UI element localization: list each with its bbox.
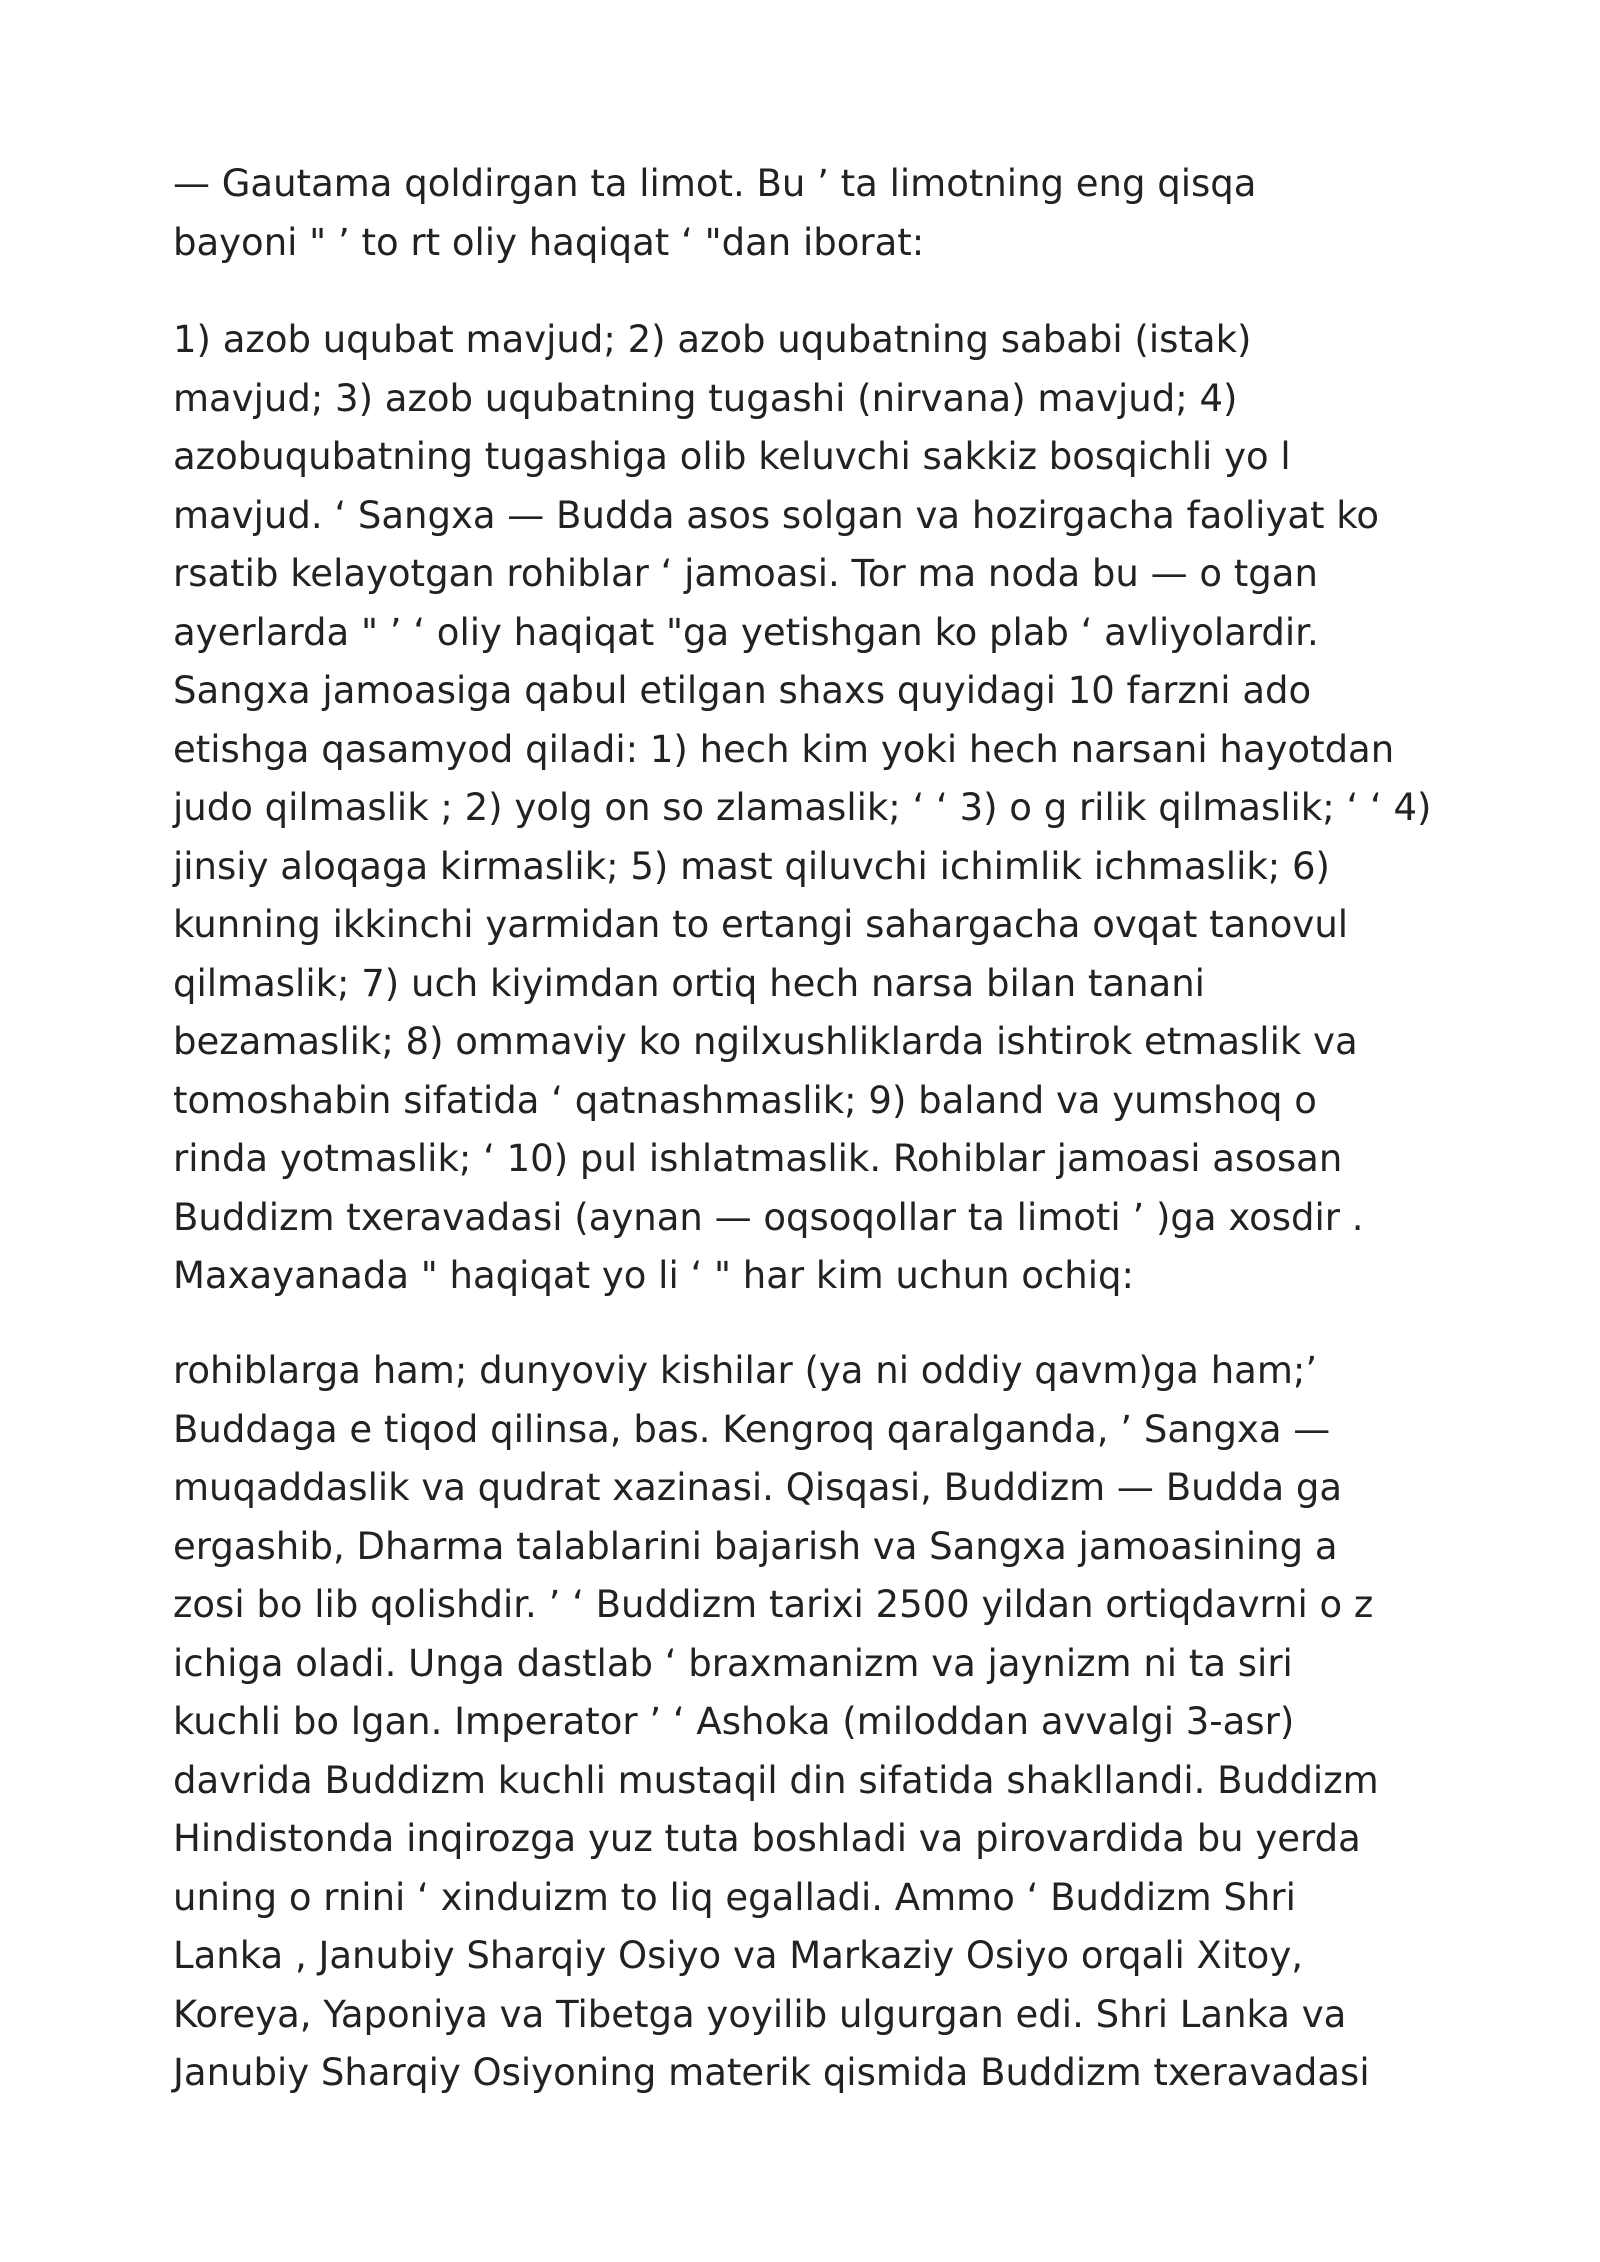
text-line: Hindistonda inqirozga yuz tuta boshladi va pirovardida bu yerda bbox=[173, 1817, 1361, 1860]
text-line: jinsiy aloqaga kirmaslik; 5) mast qiluvchi ichimlik ichmaslik; 6) bbox=[173, 844, 1330, 888]
text-line: 1) azob uqubat mavjud; 2) azob uqubatning sababi (istak) bbox=[173, 318, 1252, 361]
paragraph-1 bbox=[173, 155, 1493, 272]
text-line: Lanka , Janubiy Sharqiy Osiyo va Markaziy Osiyo orqali Xitoy, bbox=[173, 1934, 1303, 1977]
text-line: — Gautama qoldirgan ta limot. Bu ’ ta limotning eng qisqa bbox=[173, 162, 1257, 205]
text-line: bezamaslik; 8) ommaviy ko ngilxushliklarda ishtirok etmaslik va bbox=[173, 1020, 1358, 1063]
text-line: etishga qasamyod qiladi: 1) hech kim yoki hech narsani hayotdan bbox=[173, 727, 1395, 771]
text-line: rohiblarga ham; dunyoviy kishilar (ya ni oddiy qavm)ga ham;’ bbox=[173, 1349, 1318, 1392]
text-line: mavjud. ‘ Sangxa — Budda asos solgan va hozirgacha faoliyat ko bbox=[173, 493, 1380, 537]
text-line: mavjud; 3) azob uqubatning tugashi (nirvana) mavjud; 4) bbox=[173, 376, 1238, 420]
text-line: azobuqubatning tugashiga olib keluvchi sakkiz bosqichli yo l bbox=[173, 435, 1291, 478]
text-line: kunning ikkinchi yarmidan to ertangi sahargacha ovqat tanovul bbox=[173, 903, 1349, 946]
text-line: davrida Buddizm kuchli mustaqil din sifatida shakllandi. Buddizm bbox=[173, 1758, 1379, 1802]
text-line: rinda yotmaslik; ‘ 10) pul ishlatmaslik. Rohiblar jamoasi asosan bbox=[173, 1137, 1343, 1180]
paragraph-2 bbox=[173, 311, 1493, 1306]
text-line: Buddizm txeravadasi (aynan — oqsoqollar ta limoti ’ )ga xosdir . bbox=[173, 1195, 1364, 1239]
text-line: zosi bo lib qolishdir. ’ ‘ Buddizm tarixi 2500 yildan ortiqdavrni o z bbox=[173, 1583, 1374, 1626]
text-line: Sangxa jamoasiga qabul etilgan shaxs quyidagi 10 farzni ado bbox=[173, 669, 1312, 712]
text-line: ayerlarda " ’ ‘ oliy haqiqat "ga yetishgan ko plab ‘ avliyolardir. bbox=[173, 610, 1319, 654]
text-line: judo qilmaslik ; 2) yolg on so zlamaslik; ‘ ‘ 3) o g rilik qilmaslik; ‘ ‘ 4) bbox=[173, 786, 1432, 829]
text-line: muqaddaslik va qudrat xazinasi. Qisqasi, Buddizm — Budda ga bbox=[173, 1466, 1343, 1509]
text-line: rsatib kelayotgan rohiblar ‘ jamoasi. Tor ma noda bu — o tgan bbox=[173, 552, 1318, 595]
text-line: Buddaga e tiqod qilinsa, bas. Kengroq qaralganda, ’ Sangxa — bbox=[173, 1407, 1331, 1451]
text-line: qilmaslik; 7) uch kiyimdan ortiq hech narsa bilan tanani bbox=[173, 961, 1205, 1005]
text-line: kuchli bo lgan. Imperator ’ ‘ Ashoka (miloddan avvalgi 3-asr) bbox=[173, 1700, 1295, 1743]
text-line: bayoni " ’ to rt oliy haqiqat ‘ "dan iborat: bbox=[173, 220, 925, 264]
paragraph-3 bbox=[173, 1342, 1493, 2103]
text-line: ichiga oladi. Unga dastlab ‘ braxmanizm va jaynizm ni ta siri bbox=[173, 1641, 1293, 1685]
text-line: Maxayanada " haqiqat yo li ‘ " har kim uchun ochiq: bbox=[173, 1254, 1134, 1297]
text-line: tomoshabin sifatida ‘ qatnashmaslik; 9) baland va yumshoq o bbox=[173, 1078, 1317, 1122]
text-line: Koreya, Yaponiya va Tibetga yoyilib ulgurgan edi. Shri Lanka va bbox=[173, 1992, 1347, 2036]
text-line: uning o rnini ‘ xinduizm to liq egalladi. Ammo ‘ Buddizm Shri bbox=[173, 1875, 1296, 1919]
text-line: ergashib, Dharma talablarini bajarish va Sangxa jamoasining a bbox=[173, 1524, 1338, 1568]
text-line: Janubiy Sharqiy Osiyoning materik qismida Buddizm txeravadasi bbox=[173, 2051, 1370, 2094]
